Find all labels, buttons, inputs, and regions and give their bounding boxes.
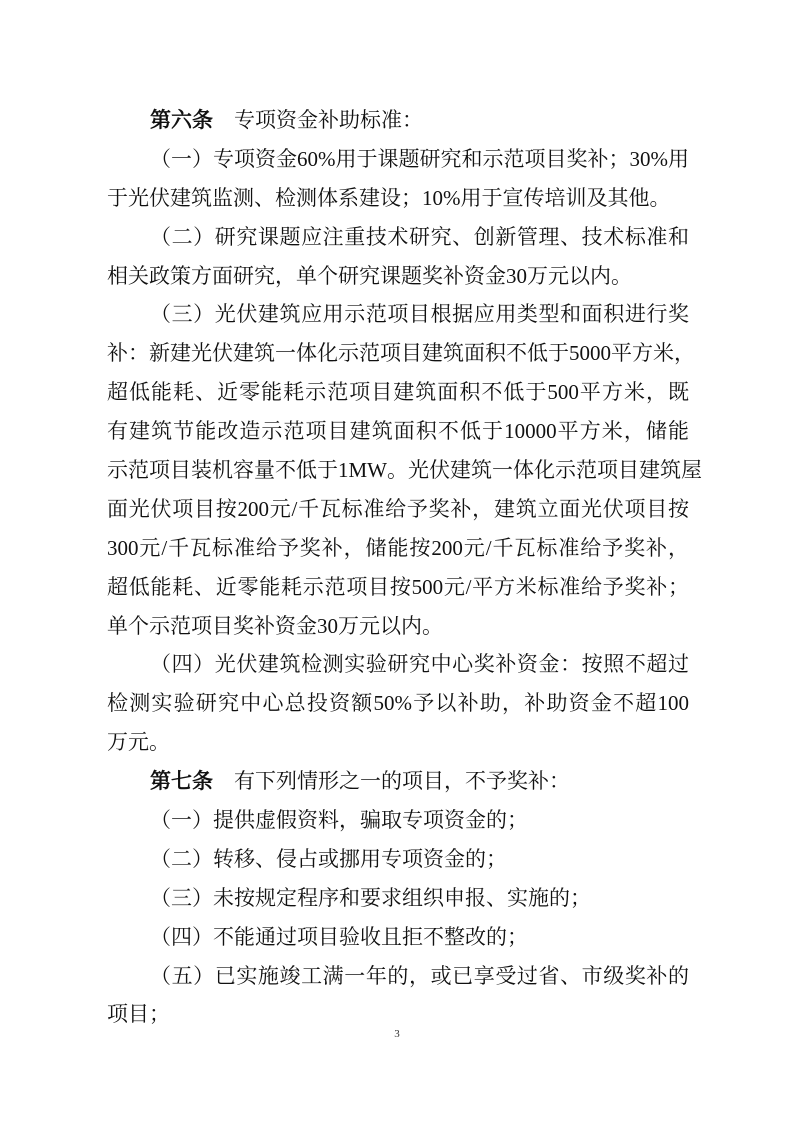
- text-line: 有建筑节能改造示范项目建筑面积不低于10000平方米，储能: [107, 419, 689, 444]
- text-line: （一）提供虚假资料，骗取专项资金的；: [150, 808, 528, 833]
- article-label: 第七条: [150, 769, 213, 794]
- paragraph: [107, 918, 689, 957]
- paragraph: [107, 801, 689, 840]
- text-line: 于光伏建筑监测、检测体系建设；10%用于宣传培训及其他。: [107, 185, 671, 210]
- text-line: （五）已实施竣工满一年的，或已享受过省、市级奖补的: [150, 963, 689, 988]
- article-paragraph: [107, 101, 689, 140]
- article-paragraph: [107, 762, 689, 801]
- text-line: （二）转移、侵占或挪用专项资金的；: [150, 846, 507, 871]
- text-line: 超低能耗、近零能耗示范项目建筑面积不低于500平方米，既: [107, 380, 689, 405]
- text-line: （三）未按规定程序和要求组织申报、实施的；: [150, 885, 591, 910]
- paragraph: [107, 840, 689, 879]
- text-line: （一）专项资金60%用于课题研究和示范项目奖补；30%用: [150, 146, 689, 171]
- paragraph: [107, 295, 702, 645]
- article-label: 第六条: [150, 108, 213, 132]
- text-line: （二）研究课题应注重技术研究、创新管理、技术标准和: [150, 224, 689, 249]
- page-number: 3: [394, 1028, 400, 1040]
- text-line: 300元/千瓦标准给予奖补，储能按200元/千瓦标准给予奖补，: [107, 535, 689, 560]
- text-line: 检测实验研究中心总投资额50%予以补助，补助资金不超100: [107, 691, 689, 716]
- paragraph: [107, 645, 689, 762]
- text-line: 相关政策方面研究，单个研究课题奖补资金30万元以内。: [107, 263, 632, 288]
- text-line: （四）不能通过项目验收且拒不整改的；: [150, 924, 528, 949]
- text-line: [107, 101, 689, 140]
- text-line: 补：新建光伏建筑一体化示范项目建筑面积不低于5000平方米，: [107, 341, 695, 366]
- paragraph: [107, 957, 689, 1035]
- text-line: 示范项目装机容量不低于1MW。光伏建筑一体化示范项目建筑屋: [107, 458, 702, 483]
- text-line: 项目；: [107, 1002, 170, 1027]
- text-line: 单个示范项目奖补资金30万元以内。: [107, 613, 443, 638]
- text-line: 超低能耗、近零能耗示范项目按500元/平方米标准给予奖补；: [107, 574, 689, 599]
- text-line: （三）光伏建筑应用示范项目根据应用类型和面积进行奖: [150, 302, 689, 327]
- paragraph: [107, 879, 689, 918]
- article-text: 有下列情形之一的项目，不予奖补：: [234, 769, 570, 794]
- text-line: [107, 762, 689, 801]
- text-line: 面光伏项目按200元/千瓦标准给予奖补，建筑立面光伏项目按: [107, 496, 689, 521]
- text-line: （四）光伏建筑检测实验研究中心奖补资金：按照不超过: [150, 652, 689, 677]
- document-body: [107, 101, 702, 1034]
- text-line: 万元。: [107, 730, 170, 755]
- article-text: 专项资金补助标准：: [234, 108, 423, 132]
- paragraph: [107, 218, 689, 296]
- paragraph: [107, 140, 689, 218]
